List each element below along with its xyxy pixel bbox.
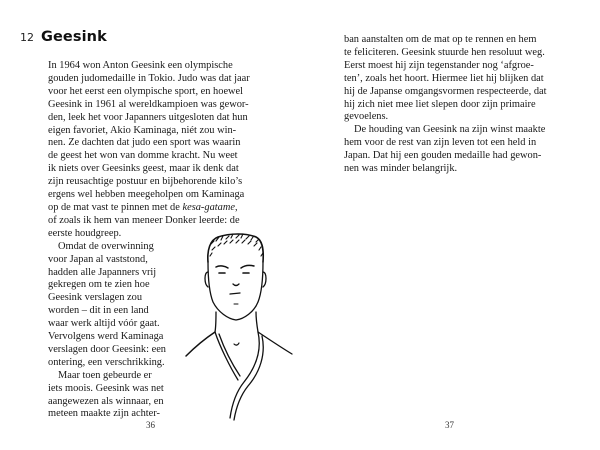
text-line: waar werk altijd vóór gaat. [48,318,160,330]
text-line: Maar toen gebeurde er [58,369,152,381]
text-line: hij de Japanse omgangsvormen respecteerde, dat [344,85,547,97]
neck-right [256,312,258,332]
text-line: zijn reusachtige postuur en bijbehorende kilo’s [48,176,243,188]
right-page-body [344,34,547,176]
text-line: gevoelens. [344,111,389,123]
text-line: ban aanstalten om de mat op te rennen en hem [344,34,537,45]
text-line: Geesink in 1961 al wereldkampioen was gewor- [48,98,249,110]
text-line: hadden alle Japanners vrij [48,266,157,278]
text-line: Eerst moest hij zijn tegenstander nog ‘afgroe- [344,59,534,71]
left-ear [205,272,208,287]
text-line: gekregen om te zien hoe [48,279,150,291]
paragraph-1 [344,34,547,124]
chapter-number: 12 [20,31,34,44]
text-fragment: op de mat vast te pinnen met de [48,201,183,213]
text-line: hij zich niet mee liet slepen door zijn primaire [344,98,536,110]
text-line: nen. Ze dachten dat judo een sport was waarin [48,137,241,149]
text-line: de geest het won van domme kracht. Nu weet [48,150,238,162]
italic-term: kesa-gatame [182,201,235,213]
gi-lapel-left-inner [219,334,240,376]
chapter-heading [20,29,107,45]
text-line: nen was minder belangrijk. [344,163,458,175]
neck-left [215,312,216,332]
text-line: of zoals ik hem van meneer Donker leerde: de [48,214,240,226]
right-page [300,0,600,450]
text-line: aangewezen als winnaar, en [48,395,164,407]
text-line: Omdat de overwinning [58,240,154,252]
left-eyebrow [216,266,228,268]
text-line: voor het eerst een olympische sport, en hoewel [48,85,244,97]
text-line: iets moois. Geesink was net [48,382,164,394]
page-number: 36 [146,420,155,430]
text-line: den, leek het voor Japanners uitgesloten dat hun [48,111,248,123]
text-line: Geesink verslagen zou [48,292,143,304]
text-line: eerste houdgreep. [48,227,122,239]
paragraph-2 [344,124,547,176]
paragraph-1 [48,60,250,241]
text-fragment: , [234,201,238,213]
right-eyebrow [241,265,254,268]
nose [233,284,239,286]
text-line: eigen favoriet, Akio Kaminaga, niét zou win- [48,124,237,136]
chapter-title: Geesink [41,29,107,45]
text-line: meteen maakte zijn achter- [48,408,161,420]
right-ear [263,272,266,287]
text-line: ten’, zoals het hoort. Hiermee liet hij blijken dat [344,72,544,84]
left-shoulder [186,332,215,356]
text-line: In 1964 won Anton Geesink een olympische [48,60,233,71]
mouth [230,293,240,294]
face-outline [208,262,263,320]
gi-lapel-left-outer [215,332,238,380]
text-line: worden – dit in een land [48,305,149,317]
text-line: verslagen door Geesink: een [48,343,167,355]
text-line: ontering, een verschrikking. [48,356,165,368]
text-line: Japan. Dat hij een gouden medaille had gewon- [344,150,542,162]
adams-apple [234,343,239,345]
text-line: voor Japan al vaststond, [48,253,148,265]
text-line: ik niets over Geesinks geest, maar ik denk dat [48,163,239,175]
text-line: Vervolgens werd Kaminaga [48,331,164,343]
text-line: hem voor de rest van zijn leven tot een held in [344,137,537,149]
text-line [48,202,250,215]
text-line: ergens wel hebben meegeholpen om Kaminaga [48,189,245,201]
text-line: De houding van Geesink na zijn winst maakte [354,124,546,136]
judoka-portrait-illustration [178,232,296,422]
text-line: gouden judomedaille in Tokio. Judo was dat jaar [48,72,250,84]
text-line: te feliciteren. Geesink stuurde hen resoluut weg. [344,46,545,58]
page-number: 37 [445,420,454,430]
